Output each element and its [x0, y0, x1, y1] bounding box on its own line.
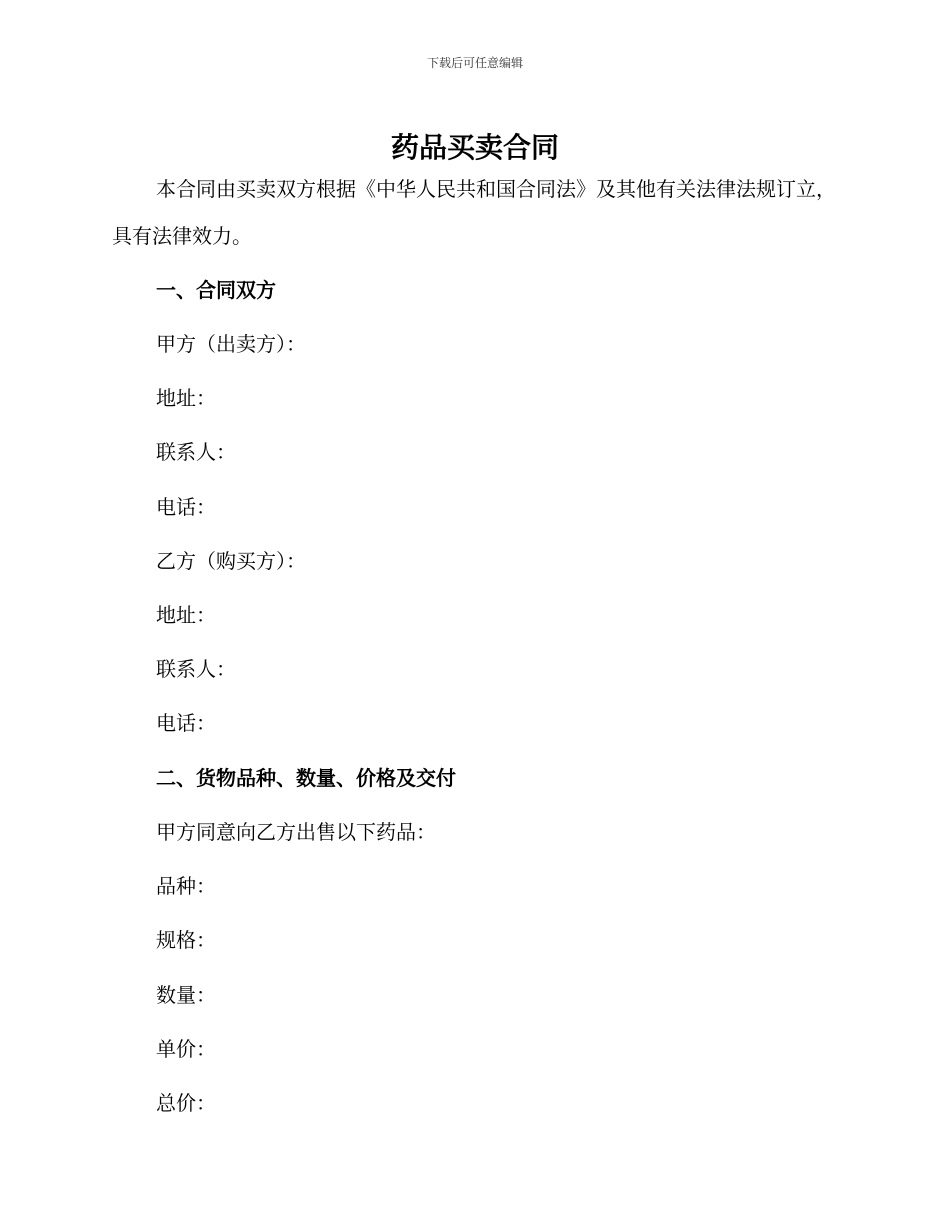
- party-a-phone-label: 电话：: [156, 495, 216, 519]
- party-b-contact-label: 联系人：: [156, 657, 236, 681]
- party-b-address-label: 地址：: [156, 603, 216, 627]
- party-a-address-label: 地址：: [156, 386, 216, 410]
- spec-label: 规格：: [156, 928, 216, 952]
- party-b-phone-label: 电话：: [156, 711, 216, 735]
- section1-heading: 一、合同双方: [156, 278, 276, 302]
- party-a-contact-label: 联系人：: [156, 440, 236, 464]
- party-a-label: 甲方（出卖方）：: [156, 332, 306, 356]
- section2-heading: 二、货物品种、数量、价格及交付: [156, 766, 456, 790]
- header-note: 下载后可任意编辑: [426, 56, 523, 70]
- intro-paragraph: 本合同由买卖双方根据《中华人民共和国合同法》及其他有关法律法规订立，具有法律效力。: [112, 177, 836, 248]
- variety-label: 品种：: [156, 874, 216, 898]
- document-title: 药品买卖合同: [390, 131, 559, 164]
- party-b-label: 乙方（购买方）：: [156, 549, 306, 573]
- total-price-label: 总价：: [156, 1091, 216, 1115]
- quantity-label: 数量：: [156, 983, 216, 1007]
- section2-statement: 甲方同意向乙方出售以下药品：: [156, 820, 436, 844]
- unit-price-label: 单价：: [156, 1037, 216, 1061]
